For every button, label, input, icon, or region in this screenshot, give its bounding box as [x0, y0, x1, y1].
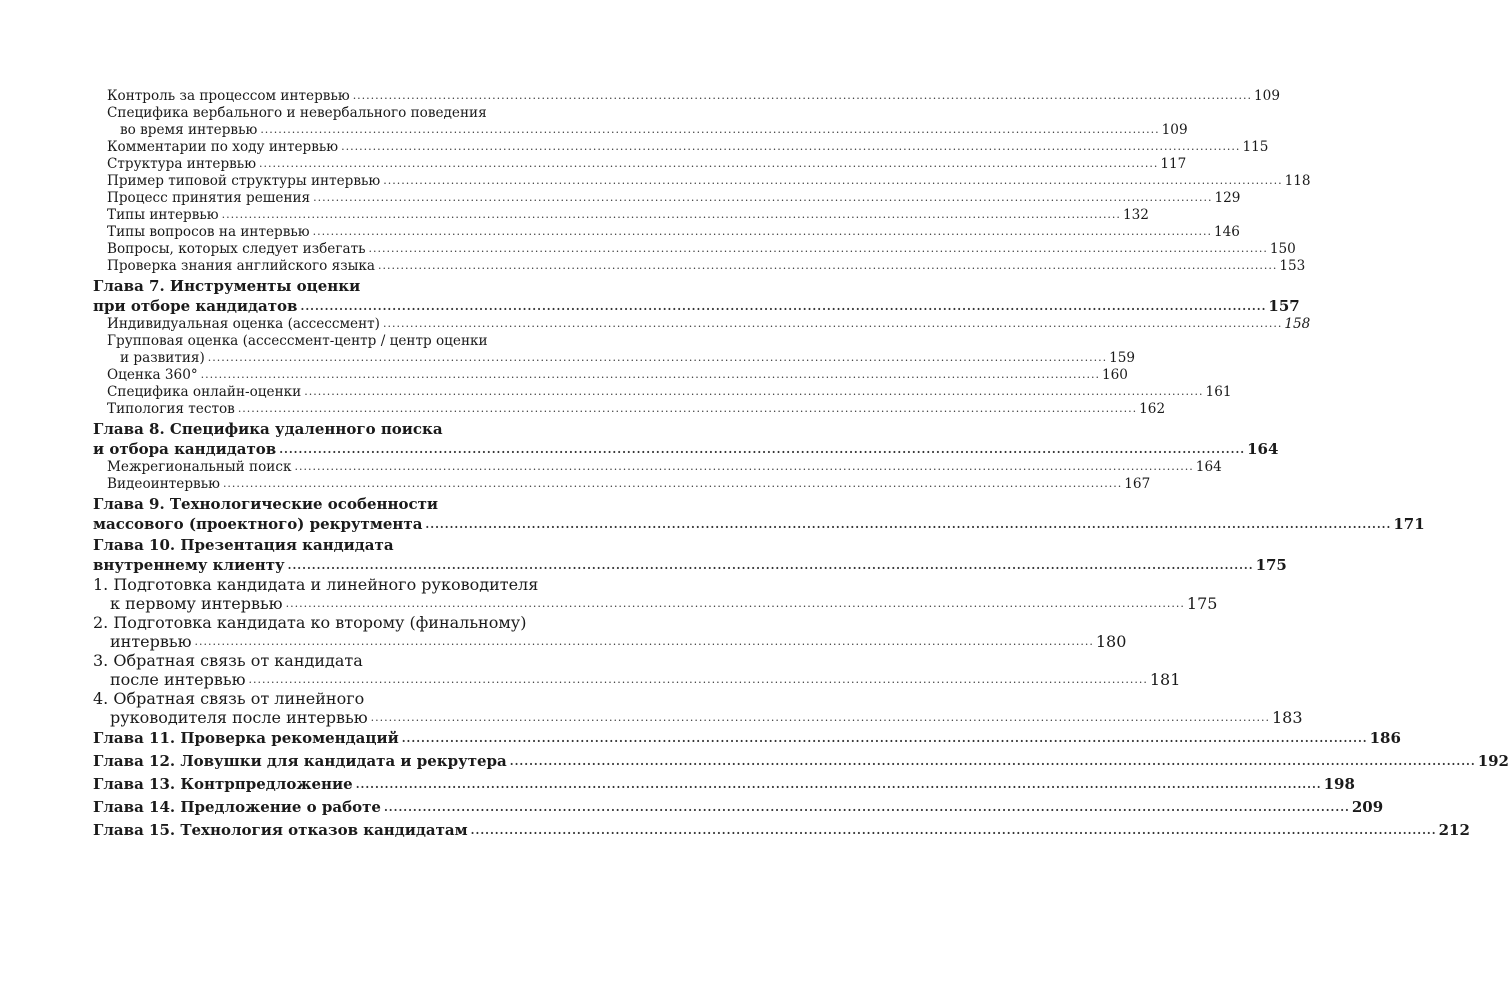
- dot-leader: ........................................................................................................................................................................................................: [194, 635, 1094, 648]
- toc-entry-title: массового (проектного) рекрутмента: [93, 515, 423, 533]
- toc-page-number: 183: [1271, 708, 1303, 727]
- toc-section-entry[interactable]: [93, 333, 1136, 367]
- toc-page-number: 167: [1124, 476, 1151, 492]
- dot-leader: ........................................................................................................................................................................................................: [470, 824, 1437, 837]
- toc-page-number: 158: [1284, 316, 1311, 332]
- toc-entry-title: во время интервью: [120, 122, 258, 138]
- dot-leader: ........................................................................................................................................................................................................: [259, 157, 1159, 170]
- dot-leader: ........................................................................................................................................................................................................: [355, 778, 1322, 791]
- toc-chapter-entry[interactable]: [93, 276, 1300, 316]
- toc-page-number: 212: [1438, 821, 1470, 839]
- toc-section-entry[interactable]: [93, 651, 1181, 689]
- toc-section-entry[interactable]: [93, 105, 1188, 139]
- spacer: [93, 794, 546, 796]
- toc-section-entry[interactable]: [93, 88, 1280, 105]
- dot-leader: ........................................................................................................................................................................................................: [401, 732, 1368, 745]
- dot-leader: ........................................................................................................................................................................................................: [370, 711, 1270, 724]
- toc-entry-title: Комментарии по ходу интервью: [107, 139, 339, 155]
- toc-entry-title: Структура интервью: [107, 156, 257, 172]
- toc-entry-title: Глава 10. Презентация кандидата: [93, 536, 394, 554]
- toc-page-number: 109: [1254, 88, 1280, 104]
- toc-section-entry[interactable]: [93, 476, 1151, 493]
- table-of-contents: [93, 88, 1509, 842]
- dot-leader: ........................................................................................................................................................................................................: [287, 559, 1254, 572]
- toc-section-entry[interactable]: [93, 689, 1303, 727]
- toc-entry-title: при отборе кандидатов: [93, 297, 298, 315]
- toc-entry-title: и отбора кандидатов: [93, 440, 277, 458]
- toc-chapter-entry[interactable]: [93, 419, 1279, 459]
- toc-chapter-entry[interactable]: [93, 820, 1470, 840]
- toc-entry-title: Видеоинтервью: [107, 476, 220, 492]
- dot-leader: ........................................................................................................................................................................................................: [285, 597, 1185, 610]
- toc-section-entry[interactable]: [93, 459, 1222, 476]
- toc-page-number: 160: [1101, 367, 1128, 383]
- dot-leader: ........................................................................................................................................................................................................: [304, 385, 1204, 398]
- toc-chapter-entry[interactable]: [93, 774, 1355, 794]
- toc-entry-title: 1. Подготовка кандидата и линейного руководителя: [93, 575, 539, 594]
- toc-entry-title: интервью: [110, 632, 192, 651]
- toc-section-entry[interactable]: [93, 241, 1296, 258]
- dot-leader: ........................................................................................................................................................................................................: [383, 801, 1350, 814]
- toc-entry-title: Индивидуальная оценка (ассессмент): [107, 316, 380, 332]
- toc-entry-title: Глава 14. Предложение о работе: [93, 798, 381, 816]
- spacer: [93, 840, 546, 842]
- toc-page-number: 161: [1205, 384, 1232, 400]
- toc-page-number: 171: [1393, 515, 1425, 533]
- toc-entry-title: Специфика онлайн-оценки: [107, 384, 302, 400]
- dot-leader: ........................................................................................................................................................................................................: [509, 755, 1476, 768]
- toc-entry-title: Глава 8. Специфика удаленного поиска: [93, 420, 443, 438]
- dot-leader: ........................................................................................................................................................................................................: [200, 368, 1100, 381]
- toc-page-number: 198: [1323, 775, 1355, 793]
- toc-entry-title: Глава 13. Контрпредложение: [93, 775, 353, 793]
- toc-entry-title: после интервью: [110, 670, 246, 689]
- toc-entry-title: Вопросы, которых следует избегать: [107, 241, 366, 257]
- toc-entry-title: и развития): [120, 350, 205, 366]
- toc-section-entry[interactable]: [93, 207, 1149, 224]
- spacer: [93, 748, 546, 750]
- dot-leader: ........................................................................................................................................................................................................: [383, 317, 1283, 330]
- dot-leader: ........................................................................................................................................................................................................: [368, 242, 1268, 255]
- dot-leader: ........................................................................................................................................................................................................: [383, 174, 1283, 187]
- toc-page-number: 164: [1247, 440, 1279, 458]
- toc-entry-title: Глава 11. Проверка рекомендаций: [93, 729, 399, 747]
- toc-entry-title: Групповая оценка (ассессмент-центр / центр оценки: [107, 333, 488, 349]
- toc-page-number: 175: [1186, 594, 1218, 613]
- toc-section-entry[interactable]: [93, 139, 1269, 156]
- toc-page-number: 146: [1213, 224, 1240, 240]
- toc-entry-title: Типология тестов: [107, 401, 235, 417]
- toc-entry-title: Специфика вербального и невербального поведения: [107, 105, 487, 121]
- dot-leader: ........................................................................................................................................................................................................: [294, 460, 1194, 473]
- toc-page-number: 132: [1122, 207, 1149, 223]
- toc-chapter-entry[interactable]: [93, 728, 1401, 748]
- toc-entry-title: руководителя после интервью: [110, 708, 368, 727]
- toc-section-entry[interactable]: [93, 173, 1311, 190]
- toc-section-entry[interactable]: [93, 575, 1218, 613]
- toc-page-number: 164: [1195, 459, 1222, 475]
- dot-leader: ........................................................................................................................................................................................................: [260, 123, 1160, 136]
- dot-leader: ........................................................................................................................................................................................................: [378, 259, 1278, 272]
- toc-section-entry[interactable]: [93, 384, 1232, 401]
- dot-leader: ........................................................................................................................................................................................................: [222, 477, 1123, 490]
- toc-entry-title: 4. Обратная связь от линейного: [93, 689, 365, 708]
- toc-entry-title: Глава 9. Технологические особенности: [93, 495, 439, 513]
- toc-page-number: 129: [1214, 190, 1241, 206]
- toc-section-entry[interactable]: [93, 224, 1240, 241]
- toc-entry-title: внутреннему клиенту: [93, 556, 285, 574]
- spacer: [93, 817, 546, 819]
- dot-leader: ........................................................................................................................................................................................................: [221, 208, 1121, 221]
- toc-page-number: 109: [1161, 122, 1188, 138]
- toc-page-number: 118: [1284, 173, 1311, 189]
- toc-entry-title: Типы вопросов на интервью: [107, 224, 310, 240]
- toc-page-number: 162: [1139, 401, 1166, 417]
- toc-page-number: 159: [1109, 350, 1136, 366]
- toc-section-entry[interactable]: [93, 156, 1187, 173]
- toc-page-number: 180: [1095, 632, 1127, 651]
- toc-page-number: 209: [1351, 798, 1384, 816]
- toc-entry-title: к первому интервью: [110, 594, 283, 613]
- toc-entry-title: Оценка 360°: [107, 367, 198, 383]
- toc-page-number: 115: [1242, 139, 1269, 155]
- spacer: [93, 771, 546, 773]
- toc-entry-title: 3. Обратная связь от кандидата: [93, 651, 363, 670]
- toc-section-entry[interactable]: [93, 401, 1166, 418]
- toc-entry-title: Пример типовой структуры интервью: [107, 173, 381, 189]
- toc-entry-title: 2. Подготовка кандидата ко второму (финальному): [93, 613, 527, 632]
- toc-entry-title: Глава 15. Технология отказов кандидатам: [93, 821, 468, 839]
- dot-leader: ........................................................................................................................................................................................................: [300, 300, 1267, 313]
- dot-leader: ........................................................................................................................................................................................................: [279, 443, 1246, 456]
- toc-entry-title: Проверка знания английского языка: [107, 258, 376, 274]
- toc-page-number: 117: [1160, 156, 1187, 172]
- toc-entry-title: Процесс принятия решения: [107, 190, 311, 206]
- dot-leader: ........................................................................................................................................................................................................: [207, 351, 1108, 364]
- toc-section-entry[interactable]: [93, 190, 1241, 207]
- toc-chapter-entry[interactable]: [93, 751, 1509, 771]
- dot-leader: ........................................................................................................................................................................................................: [237, 402, 1138, 415]
- toc-entry-title: Глава 12. Ловушки для кандидата и рекрутера: [93, 752, 507, 770]
- dot-leader: ........................................................................................................................................................................................................: [313, 191, 1213, 204]
- toc-page-number: 157: [1268, 297, 1300, 315]
- toc-section-entry[interactable]: [93, 258, 1306, 275]
- dot-leader: ........................................................................................................................................................................................................: [341, 140, 1241, 153]
- toc-section-entry[interactable]: [93, 367, 1128, 384]
- toc-page-number: 192: [1477, 752, 1509, 770]
- toc-page-number: 153: [1279, 258, 1306, 274]
- toc-page-number: 186: [1369, 729, 1401, 747]
- toc-chapter-entry[interactable]: [93, 535, 1287, 575]
- toc-section-entry[interactable]: [93, 613, 1127, 651]
- toc-entry-title: Типы интервью: [107, 207, 219, 223]
- toc-page-number: 150: [1269, 241, 1296, 257]
- dot-leader: ........................................................................................................................................................................................................: [425, 518, 1392, 531]
- toc-entry-title: Глава 7. Инструменты оценки: [93, 277, 361, 295]
- toc-section-entry[interactable]: [93, 316, 1311, 333]
- toc-chapter-entry[interactable]: [93, 797, 1384, 817]
- toc-entry-title: Контроль за процессом интервью: [107, 88, 350, 104]
- dot-leader: ........................................................................................................................................................................................................: [312, 225, 1212, 238]
- dot-leader: ........................................................................................................................................................................................................: [248, 673, 1148, 686]
- dot-leader: ........................................................................................................................................................................................................: [352, 89, 1253, 102]
- toc-entry-title: Межрегиональный поиск: [107, 459, 292, 475]
- toc-chapter-entry[interactable]: [93, 494, 1425, 534]
- toc-page-number: 181: [1149, 670, 1181, 689]
- toc-page-number: 175: [1255, 556, 1287, 574]
